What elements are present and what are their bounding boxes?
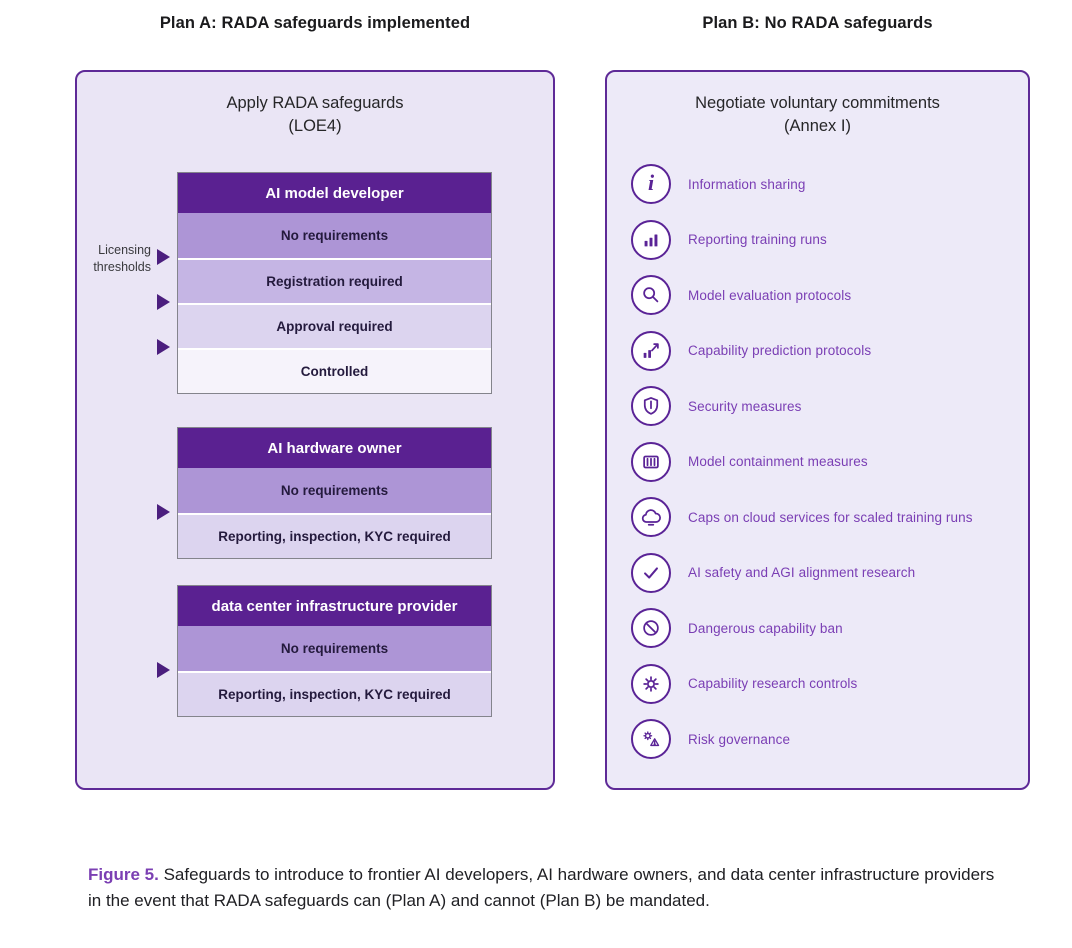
list-item-label: Security measures — [688, 398, 802, 414]
list-item — [631, 553, 1016, 593]
gear-icon — [631, 664, 671, 704]
data-center-infrastructure-provider-table — [177, 585, 492, 717]
list-item — [631, 719, 1016, 759]
info-icon: i — [631, 164, 671, 204]
plan-b-panel — [605, 70, 1030, 790]
figure-caption-label: Figure 5. — [88, 865, 159, 884]
list-item-label: Model containment measures — [688, 454, 868, 469]
plan-b-panel-title-line2: (Annex I) — [784, 117, 851, 136]
list-item — [631, 220, 1016, 260]
list-item — [631, 164, 1016, 204]
figure-caption — [88, 862, 1008, 915]
plan-a-panel-title — [77, 92, 553, 138]
list-item-label: Model evaluation protocols — [688, 287, 852, 303]
table-row: Reporting, inspection, KYC required — [178, 671, 491, 716]
threshold-arrow-icon — [157, 249, 170, 265]
list-item-label: Risk governance — [688, 731, 791, 747]
plan-a-panel-title-line2: (LOE4) — [288, 117, 342, 136]
licensing-label-line2: thresholds — [93, 259, 151, 274]
plan-b-panel-title — [607, 92, 1028, 138]
list-item — [631, 442, 1016, 482]
list-item-label: Reporting training runs — [688, 232, 827, 247]
magnifier-icon — [631, 275, 671, 315]
figure-caption-text: Safeguards to introduce to frontier AI developers, AI hardware owners, and data center infrastructure providers in the event that RADA safeguards can (Plan A) and cannot (Plan B) be mandated. — [88, 865, 995, 911]
table-row: Approval required — [178, 303, 491, 348]
plan-b-column-title: Plan B: No RADA safeguards — [702, 14, 933, 32]
list-item — [631, 497, 1016, 537]
bar-chart-icon — [631, 220, 671, 260]
threshold-arrow-icon — [157, 294, 170, 310]
table-row: No requirements — [178, 468, 491, 513]
table-row: Controlled — [178, 348, 491, 393]
checkmark-icon — [631, 553, 671, 593]
table-header: AI model developer — [178, 173, 491, 213]
ban-icon — [631, 608, 671, 648]
threshold-arrow-icon — [157, 504, 170, 520]
shield-icon — [631, 386, 671, 426]
list-item-label: Caps on cloud services for scaled training runs — [688, 509, 973, 525]
licensing-label-line1: Licensing — [98, 243, 151, 257]
threshold-arrow-icon — [157, 339, 170, 355]
table-header: data center infrastructure provider — [178, 586, 491, 626]
cloud-icon — [631, 497, 671, 537]
licensing-thresholds-label — [79, 242, 151, 276]
list-item — [631, 275, 1016, 315]
gear-warning-icon — [631, 719, 671, 759]
list-item — [631, 386, 1016, 426]
plan-b-panel-title-line1: Negotiate voluntary commitments — [695, 94, 940, 112]
ai-hardware-owner-table — [177, 427, 492, 559]
ai-model-developer-table — [177, 172, 492, 394]
list-item — [631, 608, 1016, 648]
plan-a-column-title: Plan A: RADA safeguards implemented — [159, 14, 471, 32]
table-row: Reporting, inspection, KYC required — [178, 513, 491, 558]
table-row: No requirements — [178, 626, 491, 671]
list-item — [631, 331, 1016, 371]
plan-a-panel-title-line1: Apply RADA safeguards — [226, 94, 404, 112]
list-item-label: Dangerous capability ban — [688, 620, 843, 636]
list-item-label: Information sharing — [688, 176, 806, 192]
threshold-arrow-icon — [157, 662, 170, 678]
voluntary-commitments-list — [631, 164, 1016, 759]
list-item-label: AI safety and AGI alignment research — [688, 565, 916, 580]
table-row: Registration required — [178, 258, 491, 303]
list-item-label: Capability research controls — [688, 676, 858, 691]
trend-chart-icon — [631, 331, 671, 371]
table-row: No requirements — [178, 213, 491, 258]
list-item-label: Capability prediction protocols — [688, 343, 872, 358]
containment-icon — [631, 442, 671, 482]
table-header: AI hardware owner — [178, 428, 491, 468]
plan-a-panel — [75, 70, 555, 790]
list-item — [631, 664, 1016, 704]
